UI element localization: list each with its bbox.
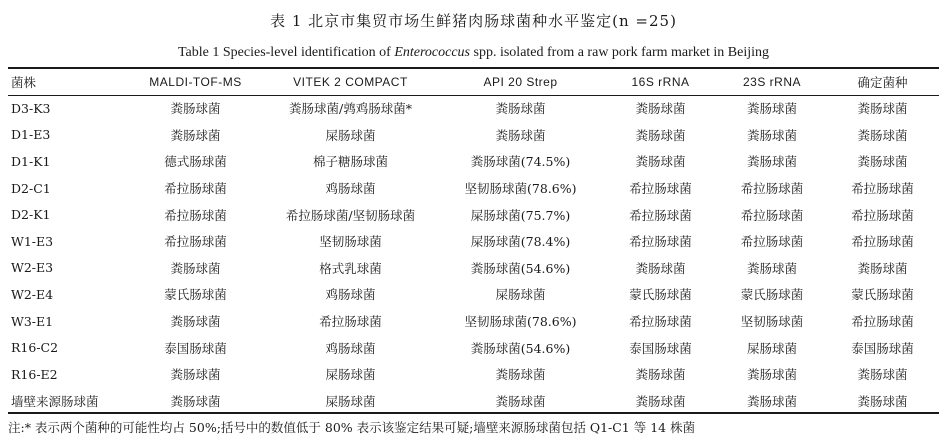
rrna16s-cell: 希拉肠球菌 — [629, 181, 692, 197]
confirmed-species-cell: 粪肠球菌 — [857, 154, 908, 170]
api-cell: 粪肠球菌 — [495, 101, 546, 117]
rrna23s-cell: 希拉肠球菌 — [740, 234, 804, 250]
maldi-cell: 粪肠球菌 — [170, 260, 221, 276]
column-header-maldi-tof-ms: MALDI-TOF-MS — [149, 74, 242, 89]
confirmed-species-cell: 粪肠球菌 — [857, 101, 908, 117]
api-cell: 屎肠球菌(78.4%) — [470, 234, 571, 250]
confirmed-species-cell: 蒙氏肠球菌 — [851, 287, 914, 303]
api-cell: 粪肠球菌(54.6%) — [470, 260, 571, 276]
maldi-cell: 希拉肠球菌 — [164, 181, 227, 197]
vitek-cell: 坚韧肠球菌 — [319, 234, 382, 250]
rrna23s-cell: 蒙氏肠球菌 — [740, 287, 804, 303]
strain-cell: D3-K3 — [11, 100, 51, 116]
rrna23s-cell: 粪肠球菌 — [746, 367, 797, 383]
api-cell: 粪肠球菌 — [495, 393, 546, 409]
vitek-cell: 鸡肠球菌 — [325, 340, 376, 356]
table-body — [8, 95, 939, 414]
rrna16s-cell: 粪肠球菌 — [635, 127, 686, 143]
rrna16s-cell: 泰国肠球菌 — [629, 340, 692, 356]
table-row — [8, 255, 939, 282]
confirmed-species-cell: 粪肠球菌 — [857, 127, 908, 143]
column-header-strain: 菌株 — [11, 74, 37, 90]
rrna23s-cell: 希拉肠球菌 — [740, 207, 804, 223]
strain-cell: R16-C2 — [11, 340, 59, 356]
column-header-vitek-2-compact: VITEK 2 COMPACT — [293, 74, 408, 89]
vitek-cell: 粪肠球菌/鹑鸡肠球菌* — [289, 101, 412, 117]
strain-cell: D2-K1 — [11, 207, 51, 223]
maldi-cell: 希拉肠球菌 — [164, 234, 227, 250]
confirmed-species-cell: 希拉肠球菌 — [851, 234, 914, 250]
strain-cell: W1-E3 — [11, 233, 54, 249]
vitek-cell: 棉子糖肠球菌 — [312, 154, 388, 170]
maldi-cell: 德式肠球菌 — [164, 154, 227, 170]
strain-cell: W3-E1 — [11, 313, 54, 329]
vitek-cell: 鸡肠球菌 — [325, 287, 376, 303]
vitek-cell: 屎肠球菌 — [325, 127, 376, 143]
vitek-cell: 格式乳球菌 — [319, 260, 382, 276]
confirmed-species-cell: 粪肠球菌 — [857, 393, 908, 409]
confirmed-species-cell: 希拉肠球菌 — [851, 207, 914, 223]
identification-table — [8, 68, 939, 414]
api-cell: 粪肠球菌(74.5%) — [470, 154, 571, 170]
rrna23s-cell: 粪肠球菌 — [746, 154, 797, 170]
rrna16s-cell: 希拉肠球菌 — [629, 207, 692, 223]
rrna23s-cell: 屎肠球菌 — [746, 340, 797, 356]
confirmed-species-cell: 泰国肠球菌 — [851, 340, 914, 356]
rrna23s-cell: 粪肠球菌 — [746, 127, 797, 143]
rrna16s-cell: 希拉肠球菌 — [629, 234, 692, 250]
api-cell: 粪肠球菌(54.6%) — [470, 340, 571, 356]
strain-cell: W2-E3 — [11, 260, 54, 276]
confirmed-species-cell: 希拉肠球菌 — [851, 181, 914, 197]
strain-cell: W2-E4 — [11, 286, 54, 302]
strain-cell: 墙壁来源肠球菌 — [11, 393, 99, 409]
title-en-prefix: Table 1 Species-level identification of — [177, 45, 395, 60]
strain-cell: D1-E3 — [11, 127, 51, 143]
maldi-cell: 蒙氏肠球菌 — [164, 287, 227, 303]
api-cell: 屎肠球菌(75.7%) — [470, 207, 571, 223]
rrna16s-cell: 希拉肠球菌 — [629, 314, 692, 330]
maldi-cell: 希拉肠球菌 — [164, 207, 227, 223]
maldi-cell: 粪肠球菌 — [170, 367, 221, 383]
vitek-cell: 希拉肠球菌 — [319, 314, 382, 330]
api-cell: 粪肠球菌 — [495, 127, 546, 143]
table-footnote: 注:* 表示两个菌种的可能性均占 50%;括号中的数值低于 80% 表示该鉴定结果可疑;墙壁来源肠球菌包括 Q1-C1 等 14 株菌 — [8, 420, 696, 435]
column-header-23s-rrna: 23S rRNA — [742, 74, 802, 89]
api-cell: 坚韧肠球菌(78.6%) — [464, 181, 577, 197]
maldi-cell: 粪肠球菌 — [170, 393, 221, 409]
vitek-cell: 希拉肠球菌/坚韧肠球菌 — [285, 207, 416, 223]
maldi-cell: 泰国肠球菌 — [164, 340, 227, 356]
strain-cell: D2-C1 — [11, 180, 51, 196]
confirmed-species-cell: 希拉肠球菌 — [851, 314, 914, 330]
rrna23s-cell: 粪肠球菌 — [746, 393, 797, 409]
rrna16s-cell: 粪肠球菌 — [635, 367, 686, 383]
table-row — [8, 95, 939, 122]
column-header-16s-rrna: 16S rRNA — [631, 74, 690, 89]
rrna16s-cell: 粪肠球菌 — [635, 101, 686, 117]
table-row — [8, 361, 939, 388]
rrna16s-cell: 粪肠球菌 — [635, 393, 686, 409]
rrna23s-cell: 粪肠球菌 — [746, 101, 797, 117]
title-en-genus: Enterococcus — [394, 45, 471, 60]
rrna23s-cell: 坚韧肠球菌 — [740, 314, 804, 330]
maldi-cell: 粪肠球菌 — [170, 127, 221, 143]
rrna23s-cell: 希拉肠球菌 — [740, 181, 804, 197]
maldi-cell: 粪肠球菌 — [170, 101, 221, 117]
vitek-cell: 屎肠球菌 — [325, 393, 376, 409]
api-cell: 坚韧肠球菌(78.6%) — [464, 314, 577, 330]
strain-cell: R16-E2 — [11, 366, 58, 382]
vitek-cell: 鸡肠球菌 — [325, 181, 376, 197]
table-row — [8, 175, 939, 202]
rrna23s-cell: 粪肠球菌 — [746, 260, 797, 276]
confirmed-species-cell: 粪肠球菌 — [857, 367, 908, 383]
table-row — [8, 148, 939, 175]
column-header-api-20-strep: API 20 Strep — [483, 74, 558, 89]
table-row — [8, 122, 939, 149]
rrna16s-cell: 蒙氏肠球菌 — [629, 287, 692, 303]
table-row — [8, 201, 939, 228]
column-header-confirmed-species: 确定菌种 — [857, 74, 908, 90]
vitek-cell: 屎肠球菌 — [325, 367, 376, 383]
maldi-cell: 粪肠球菌 — [170, 314, 221, 330]
table-header-row — [8, 68, 939, 95]
title-en-suffix: spp. isolated from a raw pork farm market in Beijing — [470, 45, 769, 60]
table-row — [8, 228, 939, 255]
api-cell: 粪肠球菌 — [495, 367, 546, 383]
table-title-english — [0, 45, 947, 61]
confirmed-species-cell: 粪肠球菌 — [857, 260, 908, 276]
rrna16s-cell: 粪肠球菌 — [635, 260, 686, 276]
table-title-chinese: 表 1 北京市集贸市场生鲜猪肉肠球菌种水平鉴定(n =25) — [270, 12, 677, 30]
api-cell: 屎肠球菌 — [495, 287, 546, 303]
table-row — [8, 308, 939, 335]
strain-cell: D1-K1 — [11, 153, 51, 169]
table-row — [8, 281, 939, 308]
table-row — [8, 334, 939, 361]
table-row — [8, 388, 939, 415]
rrna16s-cell: 粪肠球菌 — [635, 154, 686, 170]
